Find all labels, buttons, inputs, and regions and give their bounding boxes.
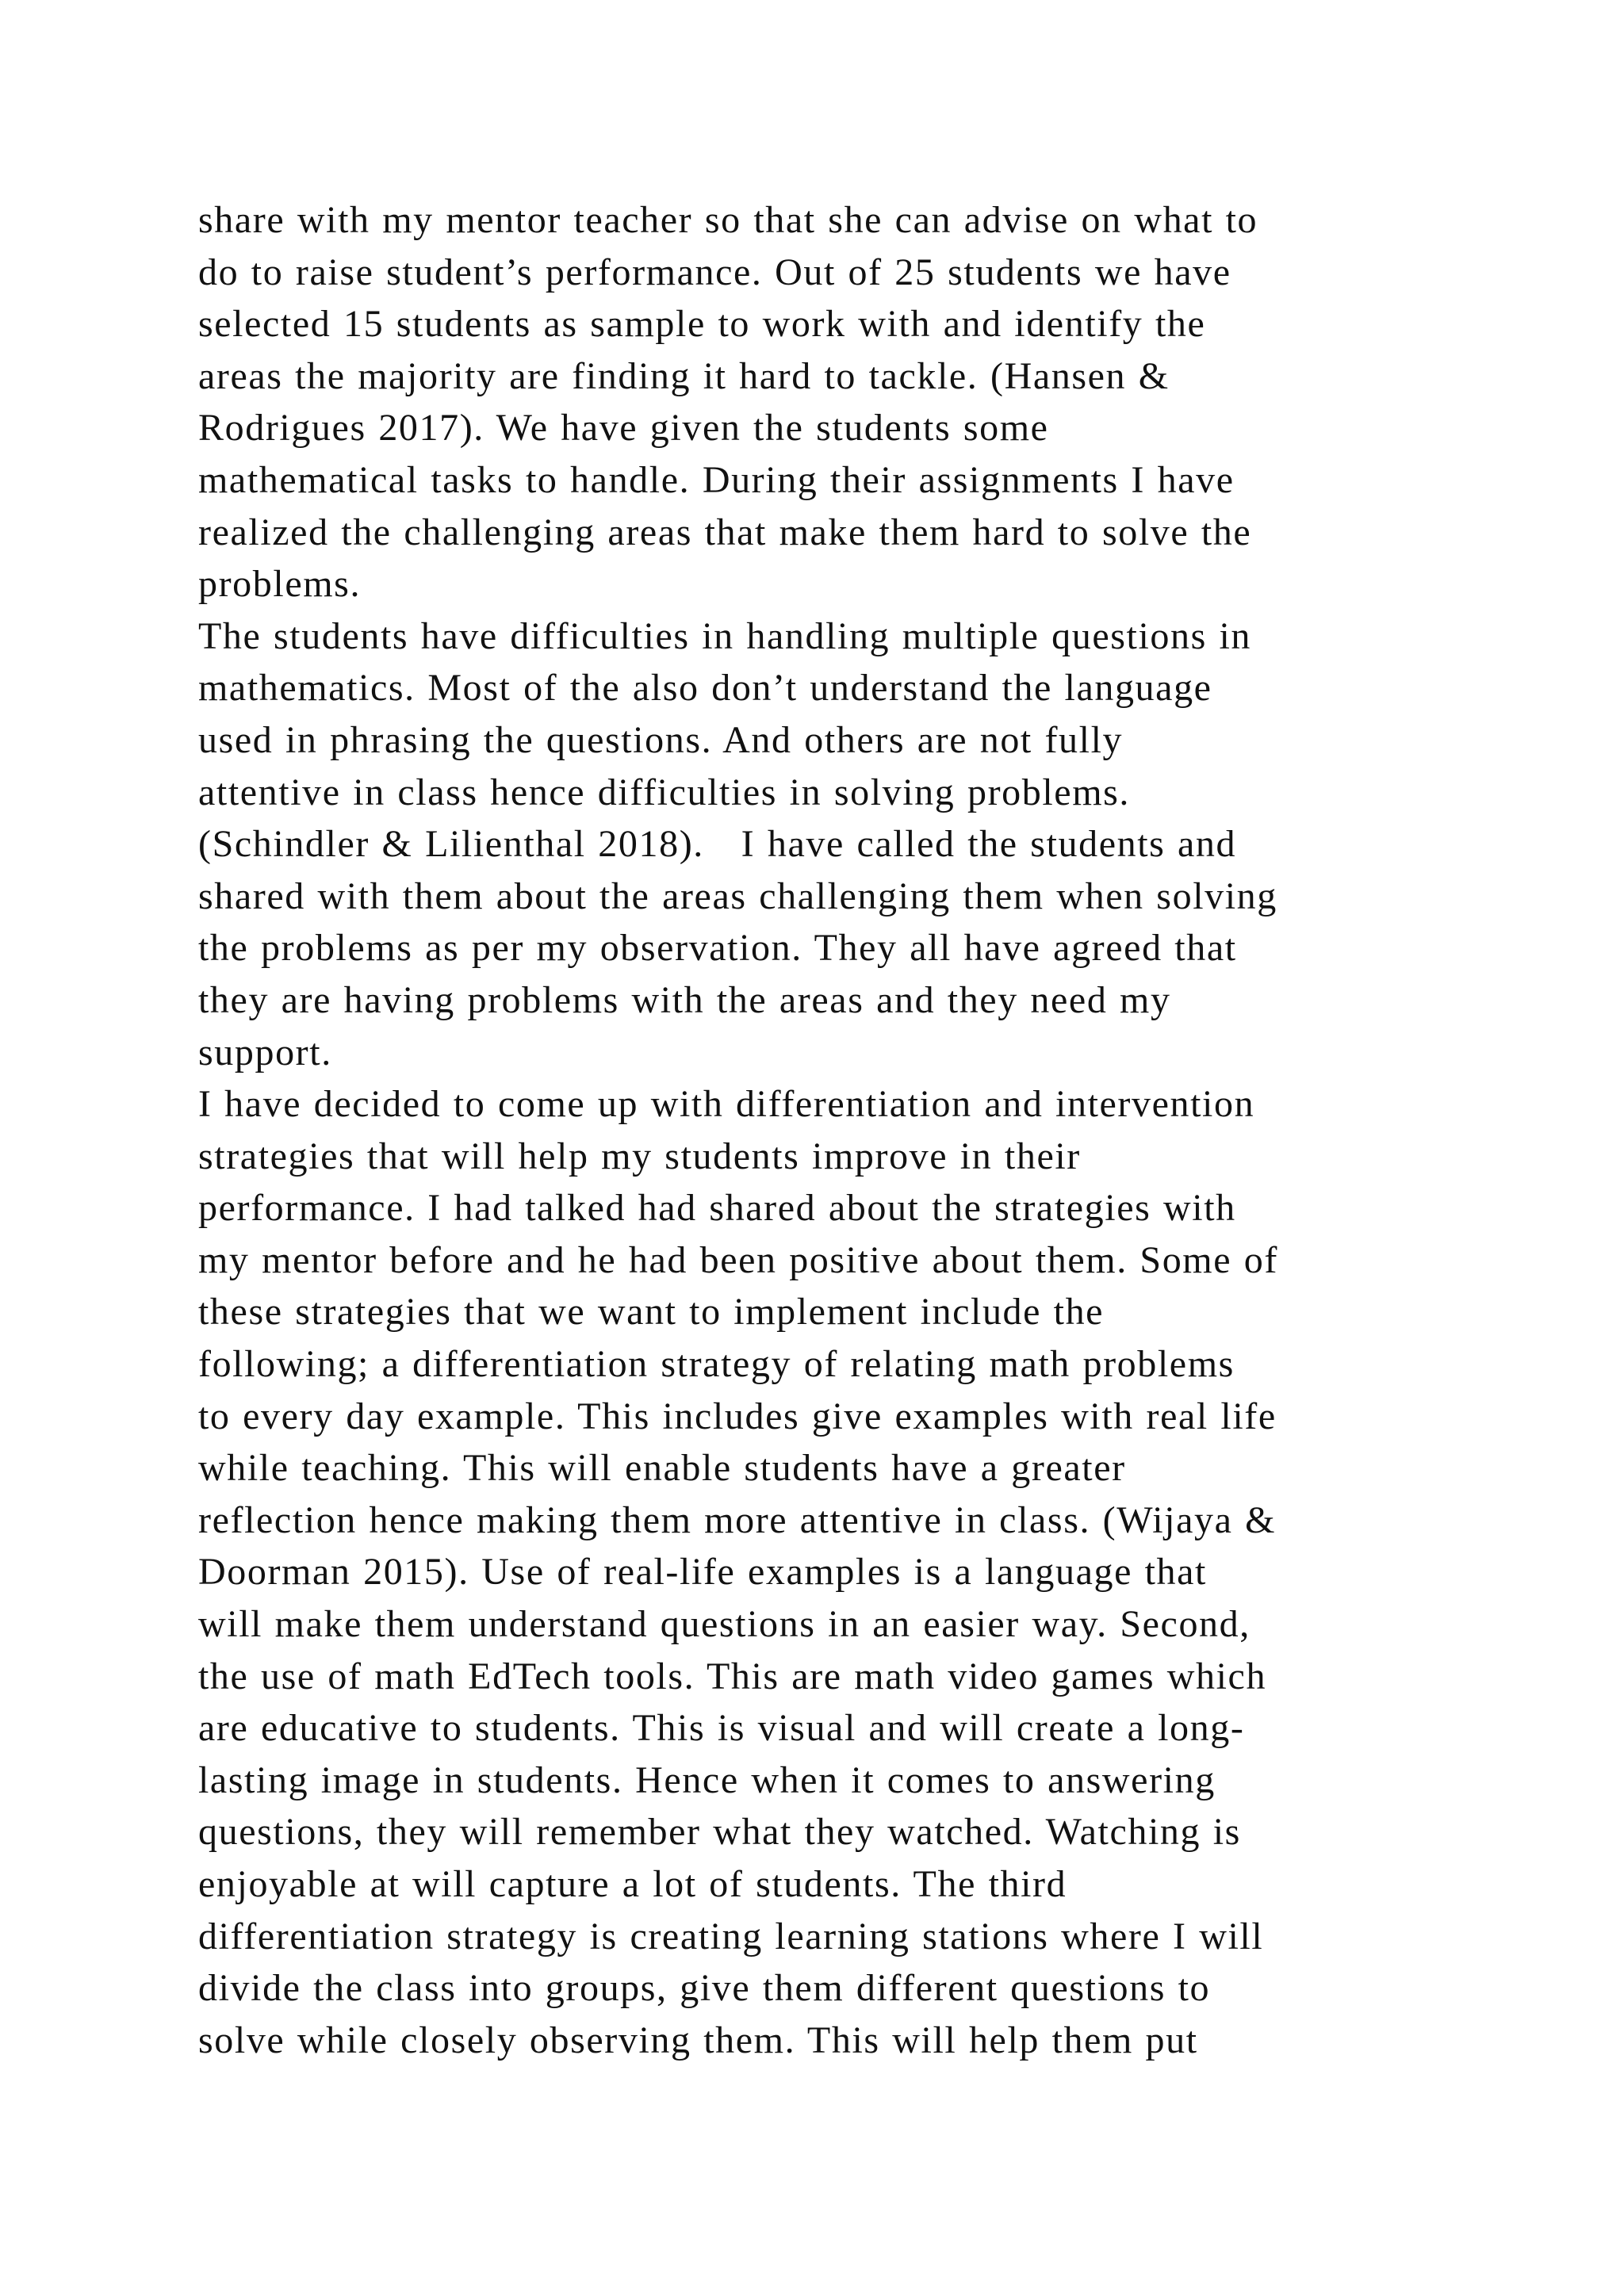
text-line: do to raise student’s performance. Out of 25 students we have (198, 251, 1231, 293)
text-line: attentive in class hence difficulties in solving problems. (198, 771, 1131, 813)
text-line: divide the class into groups, give them different questions to (198, 1967, 1211, 2010)
text-line: while teaching. This will enable students have a greater (198, 1447, 1126, 1490)
text-line: performance. I had talked had shared about the strategies with (198, 1187, 1236, 1230)
text-line: differentiation strategy is creating learning stations where I will (198, 1915, 1264, 1957)
text-line: used in phrasing the questions. And others are not fully (198, 718, 1124, 761)
text-line: these strategies that we want to implement include the (198, 1291, 1105, 1334)
text-line: problems. (198, 563, 362, 606)
text-line: (Schindler & Lilienthal 2018). I have called the students and (198, 823, 1237, 866)
text-line: I have decided to come up with differentiation and intervention (198, 1083, 1255, 1126)
text-line: my mentor before and he had been positive about them. Some of (198, 1238, 1278, 1281)
text-line: following; a differentiation strategy of relating math problems (198, 1343, 1235, 1386)
text-line: mathematics. Most of the also don’t understand the language (198, 667, 1212, 710)
text-line: realized the challenging areas that make them hard to solve the (198, 511, 1252, 553)
text-line: to every day example. This includes give examples with real life (198, 1395, 1277, 1437)
text-line: Doorman 2015). Use of real-life examples is a language that (198, 1551, 1207, 1594)
text-line: shared with them about the areas challenging them when solving (198, 874, 1277, 917)
text-line: lasting image in students. Hence when it comes to answering (198, 1758, 1216, 1801)
text-line: are educative to students. This is visual and will create a long- (198, 1707, 1245, 1750)
text-line: the use of math EdTech tools. This are math video games which (198, 1655, 1267, 1697)
text-line: selected 15 students as sample to work with and identify the (198, 303, 1206, 346)
text-line: Rodrigues 2017). We have given the students some (198, 407, 1049, 450)
text-line: areas the majority are finding it hard to tackle. (Hansen & (198, 354, 1170, 397)
text-line: share with my mentor teacher so that she can advise on what to (198, 199, 1258, 241)
text-line: will make them understand questions in an easier way. Second, (198, 1603, 1251, 1646)
text-line: enjoyable at will capture a lot of students. The third (198, 1863, 1067, 1905)
text-line: The students have difficulties in handling multiple questions in (198, 614, 1252, 657)
text-line: they are having problems with the areas and they need my (198, 978, 1171, 1021)
text-line: reflection hence making them more attentive in class. (Wijaya & (198, 1498, 1277, 1541)
text-line: mathematical tasks to handle. During their assignments I have (198, 458, 1235, 501)
body-text (198, 194, 1483, 2066)
text-line: strategies that will help my students improve in their (198, 1135, 1081, 1177)
text-line: solve while closely observing them. This will help them put (198, 2019, 1198, 2061)
text-line: the problems as per my observation. They all have agreed that (198, 927, 1237, 970)
text-line: questions, they will remember what they watched. Watching is (198, 1811, 1241, 1854)
text-line: support. (198, 1031, 332, 1073)
